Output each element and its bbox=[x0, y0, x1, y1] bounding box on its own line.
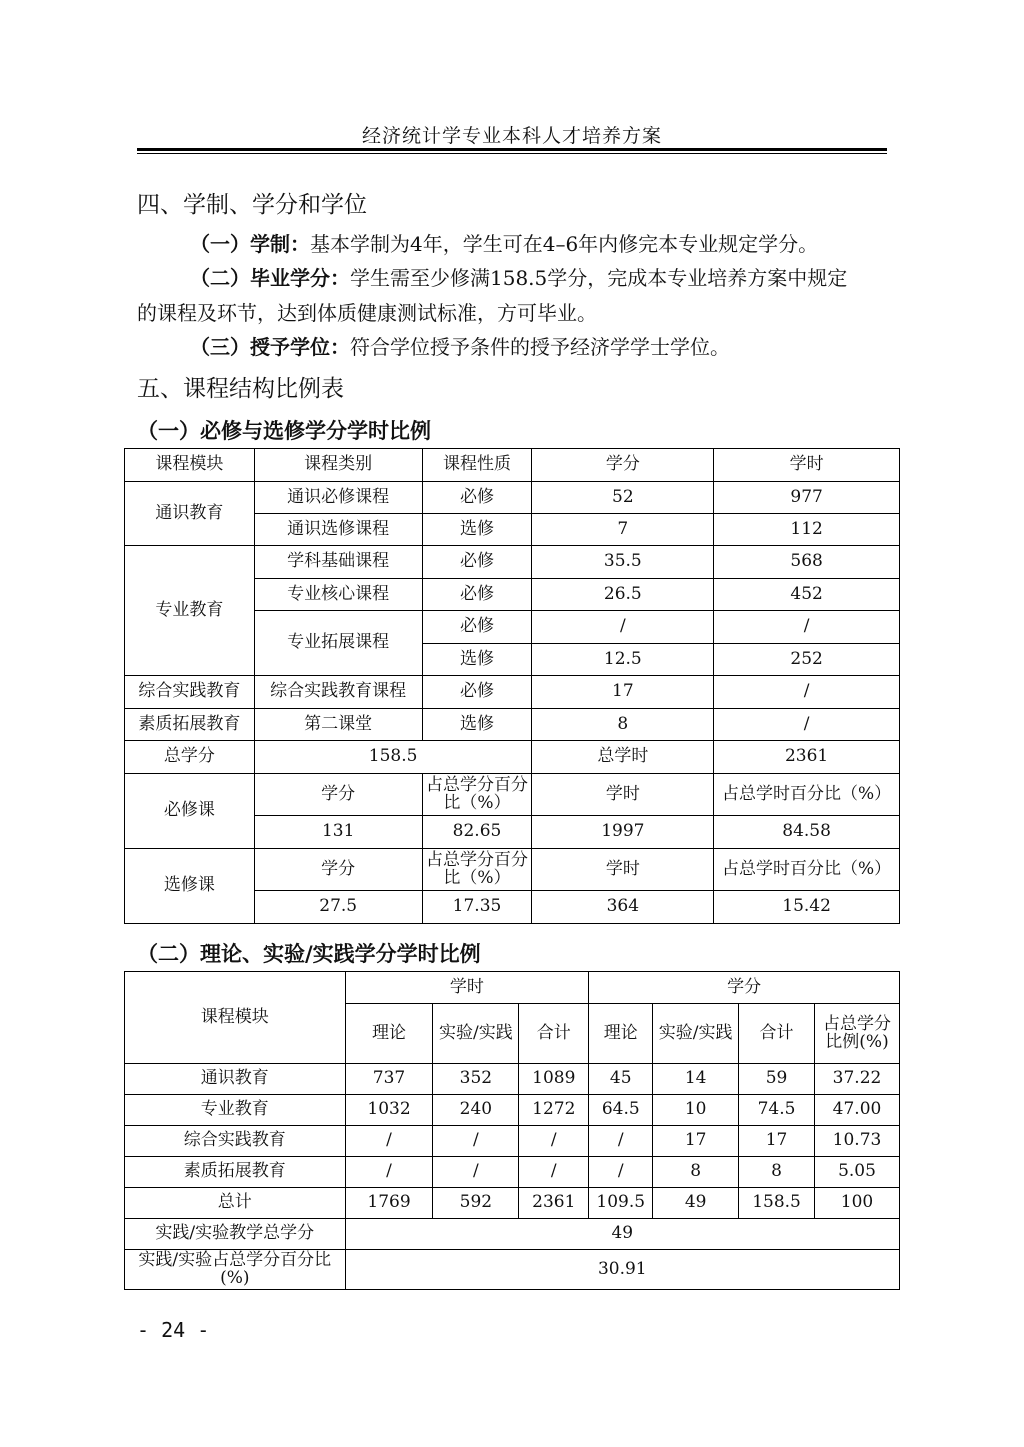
table-cell: / bbox=[519, 1157, 589, 1188]
table-cell: 必修 bbox=[422, 579, 532, 611]
table-cell: 通识选修课程 bbox=[254, 514, 422, 546]
table-cell: 27.5 bbox=[254, 891, 422, 924]
table-cell: 通识教育 bbox=[125, 1064, 346, 1095]
para-xuewei-text: 符合学位授予条件的授予经济学学士学位。 bbox=[350, 335, 730, 359]
table-cell: 592 bbox=[433, 1188, 519, 1219]
table-cell: 必修 bbox=[422, 676, 532, 709]
header-rule-thin bbox=[137, 153, 887, 154]
table-cell: / bbox=[433, 1126, 519, 1157]
table-row bbox=[125, 1157, 900, 1188]
section5-title: 五、课程结构比例表 bbox=[137, 376, 344, 402]
table-cell: 15.42 bbox=[714, 891, 900, 924]
table-row bbox=[125, 1064, 900, 1095]
table-header: 课程性质 bbox=[422, 449, 532, 482]
table-cell: / bbox=[532, 611, 714, 644]
table-cell: 选修课 bbox=[125, 849, 255, 924]
table-cell: 占总学时百分比（%） bbox=[714, 774, 900, 816]
para-xuezhi-label: （一）学制： bbox=[190, 232, 310, 256]
table-cell: 必修 bbox=[422, 546, 532, 579]
table-cell: 学时 bbox=[532, 849, 714, 891]
table-cell: 37.22 bbox=[815, 1064, 900, 1095]
table-cell: 10.73 bbox=[815, 1126, 900, 1157]
table-cell: 30.91 bbox=[345, 1250, 899, 1290]
table-cell: 素质拓展教育 bbox=[125, 709, 255, 741]
table-cell: 必修 bbox=[422, 611, 532, 644]
table-cell: 通识教育 bbox=[125, 482, 255, 546]
credit-ratio-table bbox=[124, 448, 900, 924]
table-cell: 364 bbox=[532, 891, 714, 924]
table-cell: 112 bbox=[714, 514, 900, 546]
table-cell: / bbox=[345, 1126, 433, 1157]
table-cell: 占总学时百分比（%） bbox=[714, 849, 900, 891]
table-cell: / bbox=[714, 709, 900, 741]
table-cell: 专业教育 bbox=[125, 546, 255, 676]
table-cell: 74.5 bbox=[739, 1095, 815, 1126]
table-cell: 实践/实验教学总学分 bbox=[125, 1219, 346, 1250]
table-cell: 252 bbox=[714, 644, 900, 676]
table-cell: 占总学分百分比（%） bbox=[422, 849, 532, 891]
para-xuewei-label: （三）授予学位： bbox=[190, 335, 350, 359]
table-header: 实验/实践 bbox=[433, 1004, 519, 1064]
table-header: 实验/实践 bbox=[653, 1004, 739, 1064]
table-cell: 35.5 bbox=[532, 546, 714, 579]
table-cell: 选修 bbox=[422, 514, 532, 546]
table-cell: / bbox=[589, 1126, 653, 1157]
page-header: 经济统计学专业本科人才培养方案 bbox=[361, 125, 662, 147]
table-cell: 131 bbox=[254, 816, 422, 849]
table-cell: 总计 bbox=[125, 1188, 346, 1219]
table-cell: 737 bbox=[345, 1064, 433, 1095]
para-xuezhi-text: 基本学制为4年，学生可在4–6年内修完本专业规定学分。 bbox=[310, 232, 819, 256]
table-row bbox=[125, 1095, 900, 1126]
table-cell: 158.5 bbox=[254, 741, 532, 774]
table-cell: / bbox=[589, 1157, 653, 1188]
table-cell: / bbox=[519, 1126, 589, 1157]
table-cell: 240 bbox=[433, 1095, 519, 1126]
table-cell: 专业拓展课程 bbox=[254, 611, 422, 676]
table-cell: 1032 bbox=[345, 1095, 433, 1126]
table-cell: 158.5 bbox=[739, 1188, 815, 1219]
table-cell: 5.05 bbox=[815, 1157, 900, 1188]
table-header: 学时 bbox=[714, 449, 900, 482]
table-cell: 49 bbox=[653, 1188, 739, 1219]
table-cell: 学分 bbox=[254, 774, 422, 816]
table-cell: 59 bbox=[739, 1064, 815, 1095]
table-cell: 17 bbox=[739, 1126, 815, 1157]
table-cell: 452 bbox=[714, 579, 900, 611]
table-cell: 52 bbox=[532, 482, 714, 514]
table-cell: 学时 bbox=[532, 774, 714, 816]
table-cell: 占总学分百分比（%） bbox=[422, 774, 532, 816]
table-cell: 专业教育 bbox=[125, 1095, 346, 1126]
table-row bbox=[125, 1126, 900, 1157]
table-cell: 实践/实验占总学分百分比(%) bbox=[125, 1250, 346, 1290]
table-cell: 学科基础课程 bbox=[254, 546, 422, 579]
table-cell: 选修 bbox=[422, 644, 532, 676]
section4-title: 四、学制、学分和学位 bbox=[137, 192, 367, 218]
table-cell: 第二课堂 bbox=[254, 709, 422, 741]
table-header: 学分 bbox=[532, 449, 714, 482]
table-cell: 总学分 bbox=[125, 741, 255, 774]
table-cell: 47.00 bbox=[815, 1095, 900, 1126]
table-cell: / bbox=[714, 611, 900, 644]
table-cell: 568 bbox=[714, 546, 900, 579]
table-cell: 84.58 bbox=[714, 816, 900, 849]
table-cell: 通识必修课程 bbox=[254, 482, 422, 514]
table-cell: 2361 bbox=[714, 741, 900, 774]
table-header: 合计 bbox=[519, 1004, 589, 1064]
table-header: 课程模块 bbox=[125, 449, 255, 482]
table-cell: 8 bbox=[653, 1157, 739, 1188]
table-cell: 综合实践教育课程 bbox=[254, 676, 422, 709]
table-header: 理论 bbox=[345, 1004, 433, 1064]
page-number: - 24 - bbox=[137, 1318, 210, 1342]
table-header: 课程模块 bbox=[125, 972, 346, 1064]
table-cell: 专业核心课程 bbox=[254, 579, 422, 611]
table-cell: 352 bbox=[433, 1064, 519, 1095]
para-xuezhi bbox=[190, 228, 950, 257]
table-cell: 17 bbox=[653, 1126, 739, 1157]
table-header: 课程类别 bbox=[254, 449, 422, 482]
para-biye-cont: 的课程及环节，达到体质健康测试标准，方可毕业。 bbox=[137, 301, 597, 325]
table-cell: 109.5 bbox=[589, 1188, 653, 1219]
para-biye bbox=[190, 262, 950, 291]
table-cell: 必修 bbox=[422, 482, 532, 514]
table-header: 学分 bbox=[589, 972, 900, 1004]
table-cell: 综合实践教育 bbox=[125, 676, 255, 709]
table-cell: 17.35 bbox=[422, 891, 532, 924]
table-cell: 14 bbox=[653, 1064, 739, 1095]
table-cell: 总学时 bbox=[532, 741, 714, 774]
table-cell: 1089 bbox=[519, 1064, 589, 1095]
para-xuewei bbox=[190, 331, 950, 360]
table-cell: 8 bbox=[739, 1157, 815, 1188]
table-cell: / bbox=[345, 1157, 433, 1188]
table-cell: 选修 bbox=[422, 709, 532, 741]
table-cell: 64.5 bbox=[589, 1095, 653, 1126]
table-cell: / bbox=[433, 1157, 519, 1188]
sub-title-1: （一）必修与选修学分学时比例 bbox=[137, 419, 431, 443]
para-biye-text: 学生需至少修满158.5学分，完成本专业培养方案中规定 bbox=[350, 266, 848, 290]
table-cell: / bbox=[714, 676, 900, 709]
table-cell: 49 bbox=[345, 1219, 899, 1250]
table-cell: 2361 bbox=[519, 1188, 589, 1219]
table-cell: 10 bbox=[653, 1095, 739, 1126]
table-header: 学时 bbox=[345, 972, 589, 1004]
table-cell: 977 bbox=[714, 482, 900, 514]
table-cell: 必修课 bbox=[125, 774, 255, 849]
table-cell: 17 bbox=[532, 676, 714, 709]
table-cell: 学分 bbox=[254, 849, 422, 891]
table-cell: 8 bbox=[532, 709, 714, 741]
table-cell: 100 bbox=[815, 1188, 900, 1219]
table-header: 占总学分比例(%) bbox=[815, 1004, 900, 1064]
table-cell: 82.65 bbox=[422, 816, 532, 849]
table-cell: 12.5 bbox=[532, 644, 714, 676]
table-header: 合计 bbox=[739, 1004, 815, 1064]
table-cell: 45 bbox=[589, 1064, 653, 1095]
table-cell: 1272 bbox=[519, 1095, 589, 1126]
table-header: 理论 bbox=[589, 1004, 653, 1064]
table-cell: 7 bbox=[532, 514, 714, 546]
sub-title-2: （二）理论、实验/实践学分学时比例 bbox=[137, 942, 481, 966]
table-cell: 26.5 bbox=[532, 579, 714, 611]
table-cell: 综合实践教育 bbox=[125, 1126, 346, 1157]
header-rule-thick bbox=[137, 148, 887, 151]
table-cell: 1769 bbox=[345, 1188, 433, 1219]
table-cell: 1997 bbox=[532, 816, 714, 849]
theory-practice-table bbox=[124, 971, 900, 1290]
table-row bbox=[125, 1188, 900, 1219]
table-cell: 素质拓展教育 bbox=[125, 1157, 346, 1188]
para-biye-label: （二）毕业学分： bbox=[190, 266, 350, 290]
